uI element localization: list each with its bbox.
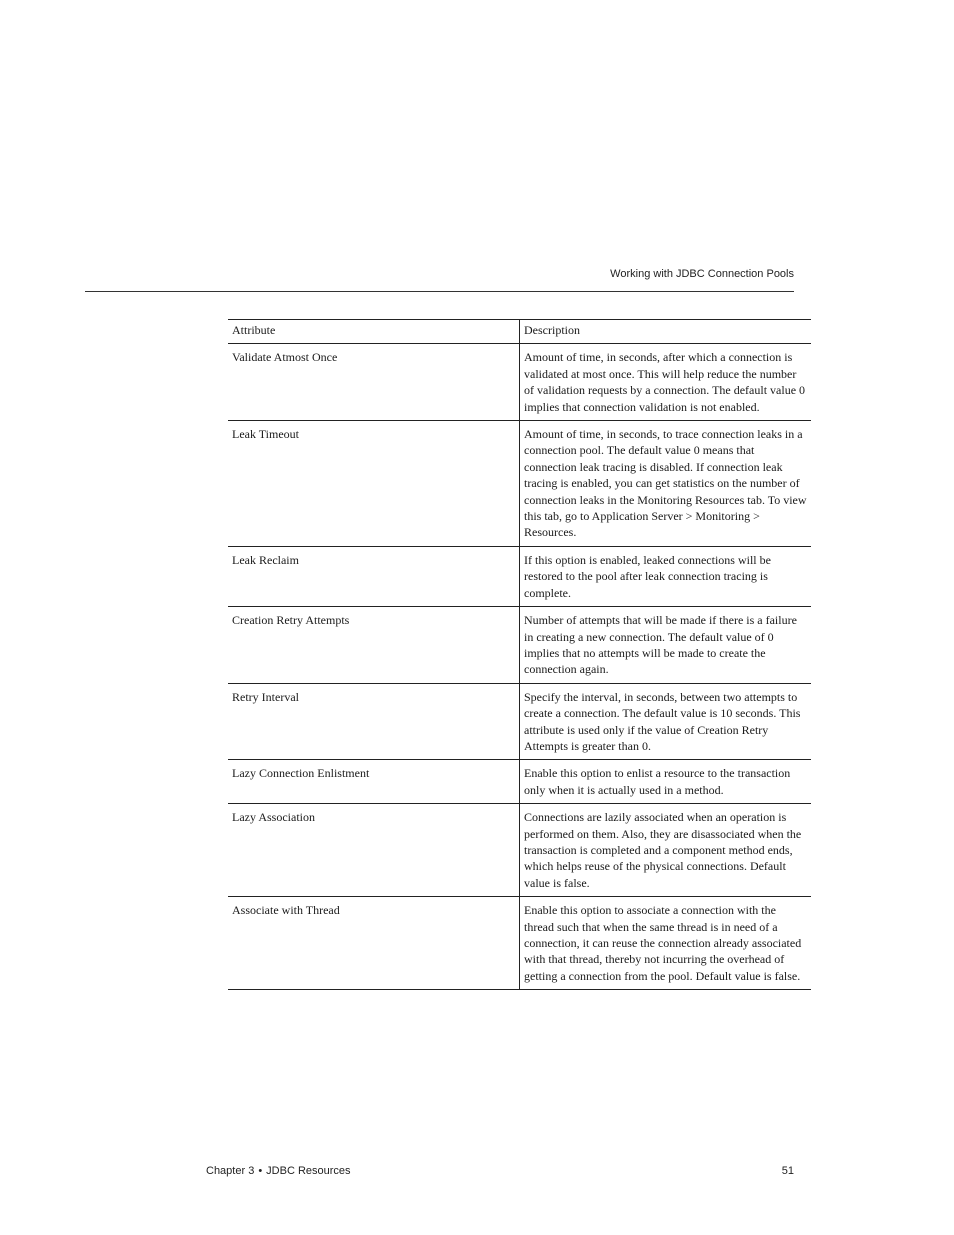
attribute-cell: Leak Reclaim [228,546,520,606]
table-row [228,546,811,606]
footer-bullet: • [258,1165,263,1177]
description-cell: Amount of time, in seconds, to trace connection leaks in a connection pool. The default value 0 means that connection leak tracing is disabled. If connection leak tracing is enabled, you can get statistics on the number of connection leaks in the Monitoring Resources tab. To view this tab, go to Application Server > Monitoring > Resources. [520,421,812,547]
attribute-cell: Creation Retry Attempts [228,607,520,684]
footer-section-label: JDBC Resources [266,1165,351,1177]
table-row [228,344,811,421]
attribute-cell: Associate with Thread [228,897,520,990]
page-number: 51 [781,1165,794,1177]
attribute-cell: Lazy Association [228,804,520,897]
table-row [228,421,811,547]
table-row [228,897,811,990]
table-header-row [228,320,811,344]
running-header: Working with JDBC Connection Pools [610,268,794,280]
table-row [228,760,811,804]
table-row [228,683,811,760]
column-header-attribute: Attribute [228,320,520,344]
description-cell: Enable this option to enlist a resource to the transaction only when it is actually used in a method. [520,760,812,804]
description-cell: Specify the interval, in seconds, between two attempts to create a connection. The default value is 10 seconds. This attribute is used only if the value of Creation Retry Attempts is greater than 0. [520,683,812,760]
attribute-cell: Leak Timeout [228,421,520,547]
attribute-table [228,319,811,990]
attribute-cell: Validate Atmost Once [228,344,520,421]
description-cell: Number of attempts that will be made if there is a failure in creating a new connection. The default value of 0 implies that no attempts will be made to create the connection again. [520,607,812,684]
column-header-description: Description [520,320,812,344]
description-cell: If this option is enabled, leaked connections will be restored to the pool after leak connection tracing is complete. [520,546,812,606]
header-rule [85,291,794,292]
page-footer-chapter [206,1165,351,1177]
attribute-cell: Lazy Connection Enlistment [228,760,520,804]
attribute-cell: Retry Interval [228,683,520,760]
description-cell: Enable this option to associate a connection with the thread such that when the same thread is in need of a connection, it can reuse the connection already associated with that thread, thereby not incurring the overhead of getting a connection from the pool. Default value is false. [520,897,812,990]
description-cell: Connections are lazily associated when an operation is performed on them. Also, they are disassociated when the transaction is completed and a component method ends, which helps reuse of the physical connections. Default value is false. [520,804,812,897]
table-row [228,607,811,684]
table-row [228,804,811,897]
description-cell: Amount of time, in seconds, after which a connection is validated at most once. This will help reduce the number of validation requests by a connection. The default value 0 implies that connection validation is not enabled. [520,344,812,421]
footer-chapter-label: Chapter 3 [206,1165,255,1177]
